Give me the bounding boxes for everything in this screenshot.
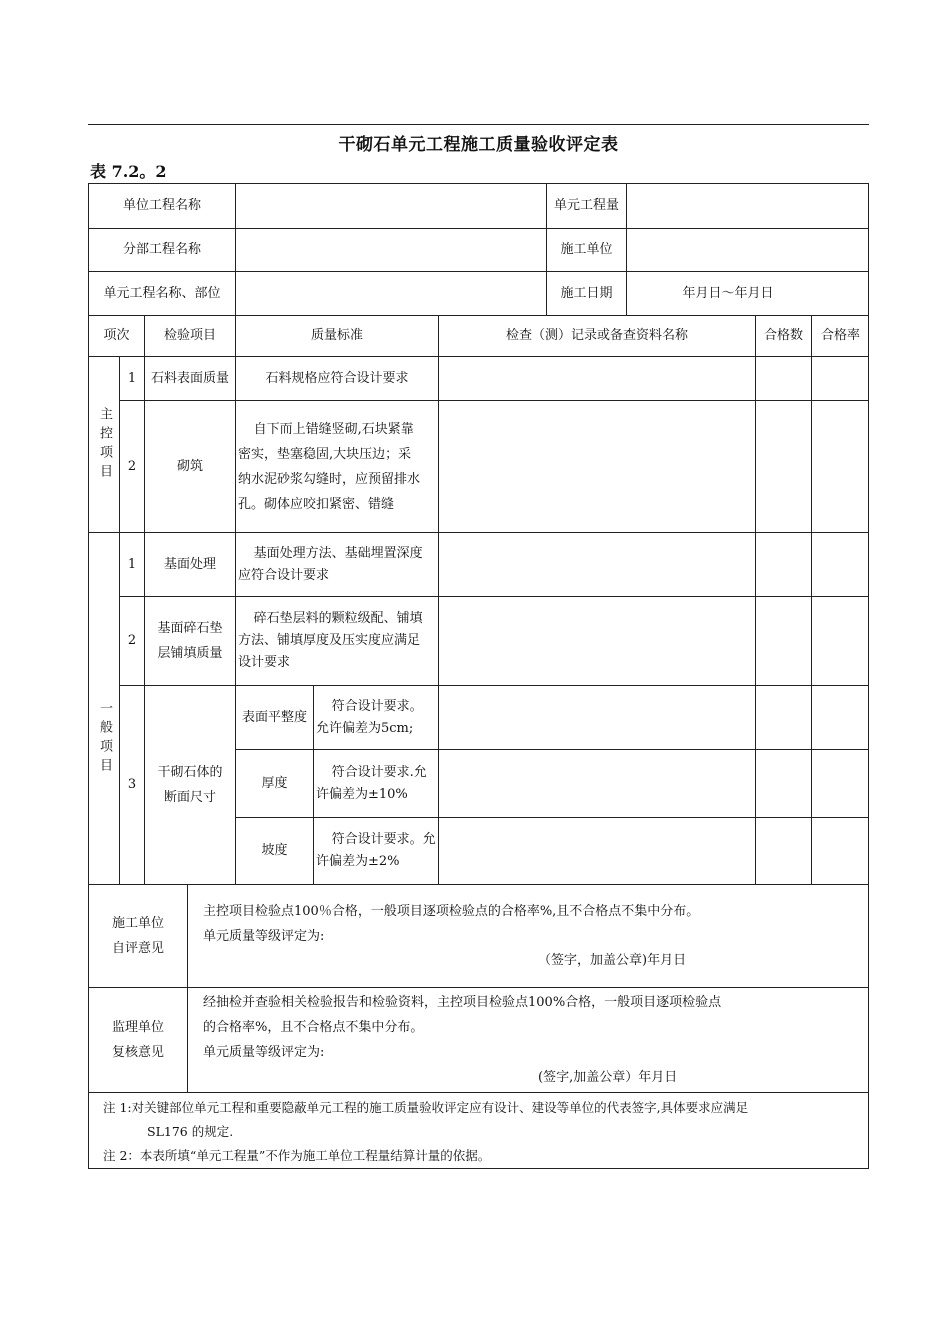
item-no: 2 xyxy=(119,596,144,685)
label-unit-quantity: 单元工程量 xyxy=(546,183,626,228)
note-1: 注 1:对关键部位单元工程和重要隐蔽单元工程的施工质量验收评定应有设计、建设等单位的代表签字,具体要求应满足 xyxy=(103,1100,749,1115)
supervision-line2: 的合格率%，且不合格点不集中分布。 xyxy=(203,1020,424,1035)
label-contractor: 施工单位 xyxy=(546,228,626,271)
col-item-no: 项次 xyxy=(88,315,144,356)
note-2: 注 2：本表所填“单元工程量”不作为施工单位工程量结算计量的依据。 xyxy=(103,1148,491,1163)
item-records[interactable] xyxy=(438,817,755,884)
item-pass-rate[interactable] xyxy=(811,356,869,400)
item-records[interactable] xyxy=(438,749,755,817)
item-records[interactable] xyxy=(438,400,755,532)
field-unit-project-name[interactable] xyxy=(235,183,546,228)
item-records[interactable] xyxy=(438,596,755,685)
sub-item-name: 坡度 xyxy=(235,817,313,884)
item-pass-count[interactable] xyxy=(755,596,811,685)
item-records[interactable] xyxy=(438,532,755,596)
field-division-name[interactable] xyxy=(235,228,546,271)
group-main-control: 主控项目 xyxy=(88,356,119,532)
top-rule xyxy=(88,124,869,125)
group-general: 一般项目 xyxy=(88,532,119,884)
field-unit-quantity[interactable] xyxy=(626,183,869,228)
item-name: 基面碎石垫 层铺填质量 xyxy=(144,596,235,685)
item-standard: 基面处理方法、基础埋置深度 应符合设计要求 xyxy=(235,532,438,596)
supervision-label: 监理单位 复核意见 xyxy=(88,987,187,1092)
self-eval-line2: 单元质量等级评定为: xyxy=(203,929,325,944)
sub-item-name: 表面平整度 xyxy=(235,685,313,749)
item-pass-count[interactable] xyxy=(755,400,811,532)
col-pass-count: 合格数 xyxy=(755,315,811,356)
supervision-line1: 经抽检并查验相关检验报告和检验资料，主控项目检验点100%合格，一般项目逐项检验点 xyxy=(203,995,722,1010)
field-construction-date[interactable]: 年月日～年月日 xyxy=(626,271,869,315)
item-pass-count[interactable] xyxy=(755,817,811,884)
col-quality-standard: 质量标准 xyxy=(235,315,438,356)
sub-item-standard: 符合设计要求.允 许偏差为±10% xyxy=(313,749,438,817)
col-pass-rate: 合格率 xyxy=(811,315,869,356)
note-1-continued: SL176 的规定. xyxy=(147,1124,234,1139)
field-contractor[interactable] xyxy=(626,228,869,271)
item-pass-rate[interactable] xyxy=(811,400,869,532)
item-no: 2 xyxy=(119,400,144,532)
self-eval-line1: 主控项目检验点100％合格，一般项目逐项检验点的合格率%,且不合格点不集中分布。 xyxy=(203,904,700,919)
label-unit-project-name: 单位工程名称 xyxy=(88,183,235,228)
item-name: 石料表面质量 xyxy=(144,356,235,400)
item-standard: 碎石垫层料的颗粒级配、铺填 方法、铺填厚度及压实度应满足 设计要求 xyxy=(235,596,438,685)
supervision-sign: (签字,加盖公章）年月日 xyxy=(538,1070,678,1085)
item-standard: 石料规格应符合设计要求 xyxy=(235,356,438,400)
field-unit-name-location[interactable] xyxy=(235,271,546,315)
self-eval-sign: （签字，加盖公章)年月日 xyxy=(538,953,687,968)
sub-item-standard: 符合设计要求。 允许偏差为5cm; xyxy=(313,685,438,749)
sub-item-standard: 符合设计要求。允 许偏差为±2% xyxy=(313,817,438,884)
item-name: 基面处理 xyxy=(144,532,235,596)
sub-item-name: 厚度 xyxy=(235,749,313,817)
col-records: 检查（测）记录或备查资料名称 xyxy=(438,315,755,356)
self-eval-label: 施工单位 自评意见 xyxy=(88,884,187,987)
item-pass-count[interactable] xyxy=(755,532,811,596)
item-pass-rate[interactable] xyxy=(811,817,869,884)
label-division-name: 分部工程名称 xyxy=(88,228,235,271)
item-pass-rate[interactable] xyxy=(811,596,869,685)
item-no: 3 xyxy=(119,685,144,884)
item-records[interactable] xyxy=(438,356,755,400)
table-number: 表 7.2。2 xyxy=(90,162,167,181)
form-title: 干砌石单元工程施工质量验收评定表 xyxy=(338,135,619,155)
col-inspection-item: 检验项目 xyxy=(144,315,235,356)
item-records[interactable] xyxy=(438,685,755,749)
item-pass-rate[interactable] xyxy=(811,685,869,749)
item-name: 砌筑 xyxy=(144,400,235,532)
item-pass-count[interactable] xyxy=(755,356,811,400)
item-no: 1 xyxy=(119,532,144,596)
item-pass-count[interactable] xyxy=(755,685,811,749)
label-unit-name-location: 单元工程名称、部位 xyxy=(88,271,235,315)
item-pass-rate[interactable] xyxy=(811,532,869,596)
item-no: 1 xyxy=(119,356,144,400)
supervision-line3: 单元质量等级评定为: xyxy=(203,1045,325,1060)
label-construction-date: 施工日期 xyxy=(546,271,626,315)
item-name: 干砌石体的 断面尺寸 xyxy=(144,685,235,884)
item-standard: 自下而上错缝竖砌,石块紧靠 密实，垫塞稳固,大块压边；采 纳水泥砂浆勾缝时，应预留排水 孔。砌体应咬扣紧密、错缝 xyxy=(235,400,438,532)
item-pass-rate[interactable] xyxy=(811,749,869,817)
item-pass-count[interactable] xyxy=(755,749,811,817)
